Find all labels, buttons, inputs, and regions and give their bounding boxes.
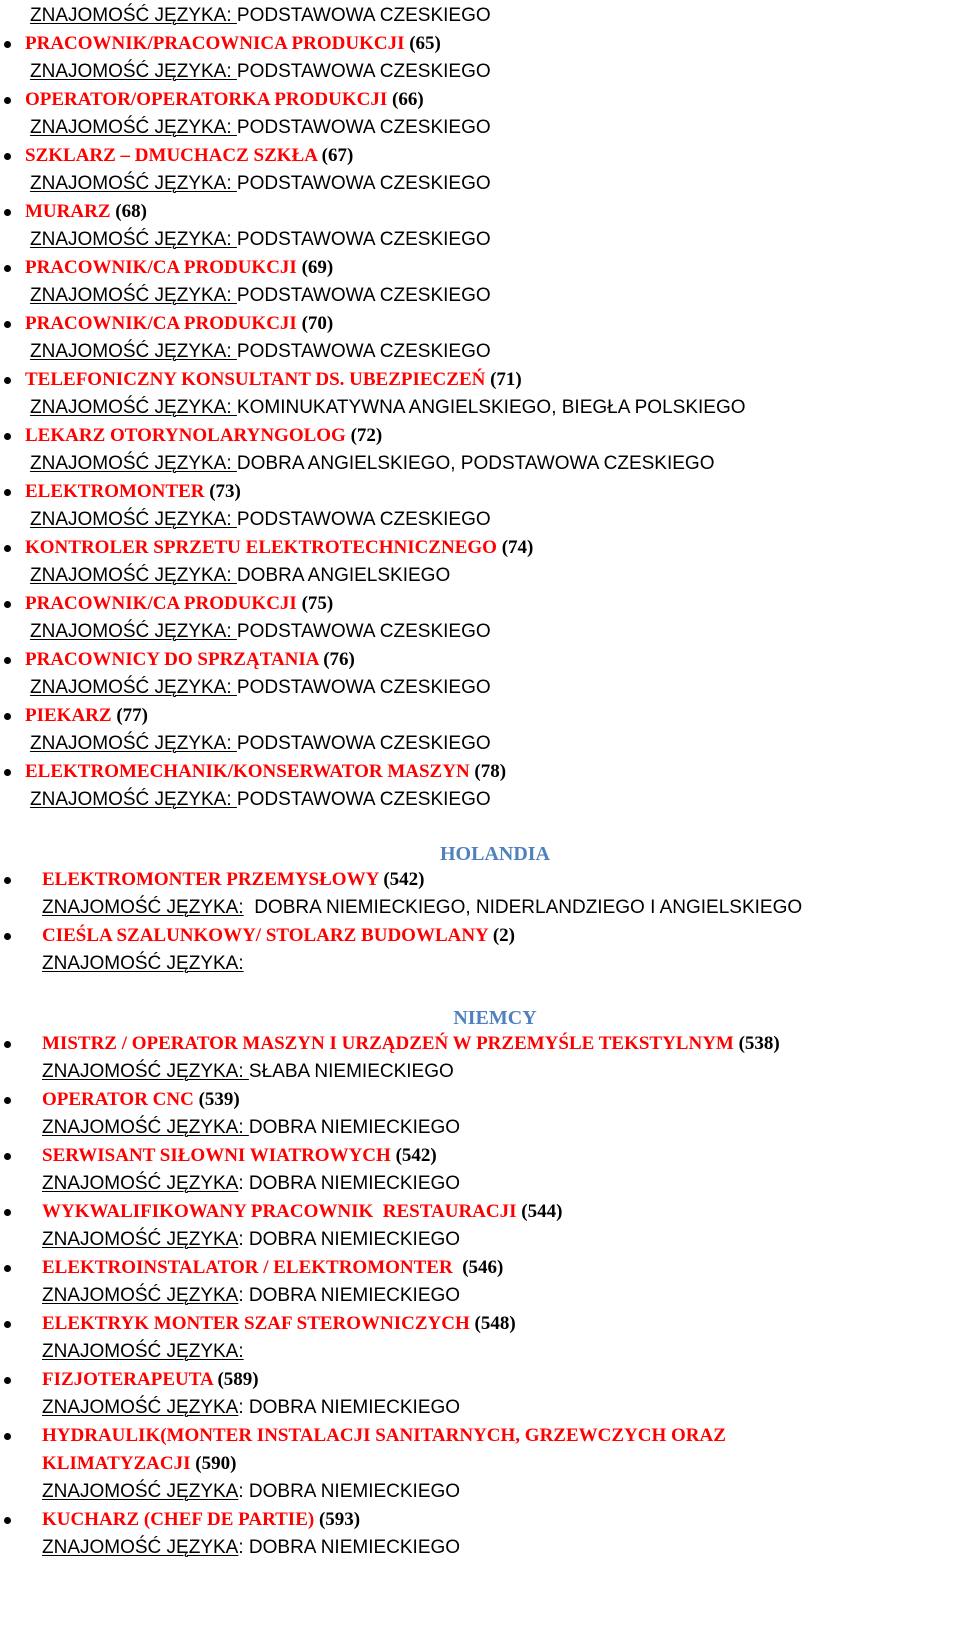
language-requirement <box>42 1396 460 1420</box>
language-requirement <box>30 284 491 308</box>
bullet-icon <box>4 1517 11 1524</box>
bullet-icon <box>4 377 11 384</box>
job-title-row <box>25 256 333 280</box>
language-value: PODSTAWOWA CZESKIEGO <box>236 341 491 362</box>
job-number: (75) <box>296 593 334 614</box>
job-number: (544) <box>516 1201 563 1222</box>
bullet-icon <box>4 713 11 720</box>
language-label: ZNAJOMOŚĆ JĘZYKA: <box>42 953 244 974</box>
language-value: PODSTAWOWA CZESKIEGO <box>236 285 491 306</box>
language-value: DOBRA NIEMIECKIEGO, NIDERLANDZIEGO I ANGIELSKIEGO <box>243 897 803 918</box>
job-title: OPERATOR/OPERATORKA PRODUKCJI <box>25 89 388 110</box>
job-title: SERWISANT SIŁOWNI WIATROWYCH <box>42 1145 391 1166</box>
language-requirement <box>30 676 491 700</box>
job-number: (77) <box>111 705 148 726</box>
language-label: ZNAJOMOŚĆ JĘZYKA: <box>30 789 237 810</box>
bullet-icon <box>4 601 11 608</box>
job-title-row <box>42 1508 360 1532</box>
job-title-row <box>42 1144 437 1168</box>
language-requirement <box>30 116 491 140</box>
job-title: ELEKTROMONTER <box>25 481 205 502</box>
language-label: ZNAJOMOŚĆ JĘZYKA: <box>30 173 237 194</box>
language-label: ZNAJOMOŚĆ JĘZYKA <box>42 1285 239 1306</box>
job-title: ELEKTROINSTALATOR / ELEKTROMONTER <box>42 1257 458 1278</box>
bullet-icon <box>4 1377 11 1384</box>
language-label: ZNAJOMOŚĆ JĘZYKA: <box>30 733 237 754</box>
job-number: (71) <box>485 369 522 390</box>
job-title: MISTRZ / OPERATOR MASZYN I URZĄDZEŃ W PRZEMYŚLE TEKSTYLNYM <box>42 1033 734 1054</box>
language-label: ZNAJOMOŚĆ JĘZYKA: <box>30 61 237 82</box>
bullet-icon <box>4 265 11 272</box>
language-label: ZNAJOMOŚĆ JĘZYKA: <box>42 1061 249 1082</box>
language-label: ZNAJOMOŚĆ JĘZYKA <box>42 1481 239 1502</box>
job-title: PRACOWNICY DO SPRZĄTANIA <box>25 649 319 670</box>
job-number: (542) <box>390 1145 437 1166</box>
bullet-icon <box>4 1041 11 1048</box>
bullet-icon <box>4 97 11 104</box>
language-value: PODSTAWOWA CZESKIEGO <box>236 173 491 194</box>
job-title-row <box>25 704 148 728</box>
language-value: PODSTAWOWA CZESKIEGO <box>236 789 491 810</box>
job-title: PIEKARZ <box>25 705 112 726</box>
language-requirement <box>42 1536 460 1560</box>
job-number: (542) <box>378 869 425 890</box>
country-heading-niemcy: NIEMCY <box>453 1007 537 1029</box>
language-requirement <box>30 620 491 644</box>
job-title-row <box>42 1424 726 1448</box>
job-title-row <box>25 760 506 784</box>
bullet-icon <box>4 769 11 776</box>
bullet-icon <box>4 933 11 940</box>
language-label: ZNAJOMOŚĆ JĘZYKA <box>42 1537 239 1558</box>
bullet-icon <box>4 489 11 496</box>
job-number: (66) <box>387 89 424 110</box>
bullet-icon <box>4 321 11 328</box>
job-title-row <box>42 1256 503 1280</box>
job-number: (70) <box>296 313 334 334</box>
language-label: ZNAJOMOŚĆ JĘZYKA <box>42 1173 239 1194</box>
job-title-row <box>25 424 382 448</box>
job-title: PRACOWNIK/CA PRODUKCJI <box>25 257 297 278</box>
language-value: PODSTAWOWA CZESKIEGO <box>236 117 491 138</box>
language-requirement <box>42 896 802 920</box>
job-title: WYKWALIFIKOWANY PRACOWNIK RESTAURACJI <box>42 1201 517 1222</box>
language-requirement <box>42 1284 460 1308</box>
job-title-row <box>25 200 147 224</box>
language-requirement <box>42 1116 460 1140</box>
language-label: ZNAJOMOŚĆ JĘZYKA: <box>30 285 237 306</box>
bullet-icon <box>4 657 11 664</box>
job-title-row <box>25 32 441 56</box>
job-title-row-continued <box>42 1452 236 1476</box>
job-title-row <box>42 924 515 948</box>
job-number: (548) <box>469 1313 516 1334</box>
language-requirement <box>42 1340 244 1364</box>
language-value: : DOBRA NIEMIECKIEGO <box>238 1481 461 1502</box>
language-label: ZNAJOMOŚĆ JĘZYKA: <box>30 453 237 474</box>
job-number: (546) <box>457 1257 504 1278</box>
job-title-row <box>42 1032 780 1056</box>
job-title: MURARZ <box>25 201 111 222</box>
bullet-icon <box>4 153 11 160</box>
job-title-row <box>42 868 425 892</box>
job-number: (74) <box>496 537 534 558</box>
language-label: ZNAJOMOŚĆ JĘZYKA: <box>30 341 237 362</box>
language-requirement <box>42 1060 454 1084</box>
job-title-continued: KLIMATYZACJI <box>42 1453 191 1474</box>
job-number: (589) <box>212 1369 259 1390</box>
language-requirement <box>30 60 491 84</box>
language-requirement <box>42 952 244 976</box>
job-title-row <box>42 1200 562 1224</box>
job-title: PRACOWNIK/CA PRODUKCJI <box>25 313 297 334</box>
job-title-row <box>25 536 533 560</box>
job-number: (65) <box>404 33 441 54</box>
language-label: ZNAJOMOŚĆ JĘZYKA: <box>30 229 237 250</box>
language-value: : DOBRA NIEMIECKIEGO <box>238 1173 461 1194</box>
job-title: ELEKTRYK MONTER SZAF STEROWNICZYCH <box>42 1313 470 1334</box>
language-value: PODSTAWOWA CZESKIEGO <box>236 61 491 82</box>
language-value: PODSTAWOWA CZESKIEGO <box>236 229 491 250</box>
language-value: DOBRA NIEMIECKIEGO <box>248 1117 461 1138</box>
job-title: SZKLARZ – DMUCHACZ SZKŁA <box>25 145 317 166</box>
job-title: ELEKTROMONTER PRZEMYSŁOWY <box>42 869 379 890</box>
job-title-row <box>25 144 353 168</box>
job-title-row <box>25 312 333 336</box>
language-label: ZNAJOMOŚĆ JĘZYKA: <box>30 5 237 26</box>
language-value: PODSTAWOWA CZESKIEGO <box>236 621 491 642</box>
language-label: ZNAJOMOŚĆ JĘZYKA: <box>30 117 237 138</box>
job-number: (68) <box>110 201 147 222</box>
language-label: ZNAJOMOŚĆ JĘZYKA: <box>30 621 237 642</box>
bullet-icon <box>4 433 11 440</box>
language-label: ZNAJOMOŚĆ JĘZYKA: <box>30 397 237 418</box>
job-title-row <box>42 1312 516 1336</box>
language-requirement <box>30 508 491 532</box>
language-value: DOBRA ANGIELSKIEGO <box>236 565 451 586</box>
language-value: PODSTAWOWA CZESKIEGO <box>236 5 491 26</box>
language-label: ZNAJOMOŚĆ JĘZYKA <box>42 1397 239 1418</box>
job-title-row <box>42 1088 240 1112</box>
language-requirement <box>30 732 491 756</box>
bullet-icon <box>4 1097 11 1104</box>
bullet-icon <box>4 1321 11 1328</box>
language-value: : DOBRA NIEMIECKIEGO <box>238 1285 461 1306</box>
language-requirement <box>30 228 491 252</box>
job-title-row <box>25 592 333 616</box>
job-title-row <box>25 648 355 672</box>
language-value: KOMINUKATYWNA ANGIELSKIEGO, BIEGŁA POLSKIEGO <box>236 397 746 418</box>
country-heading-holandia: HOLANDIA <box>439 843 550 865</box>
language-value: : DOBRA NIEMIECKIEGO <box>238 1537 461 1558</box>
language-label: ZNAJOMOŚĆ JĘZYKA: <box>42 1341 244 1362</box>
job-title: PRACOWNIK/CA PRODUKCJI <box>25 593 297 614</box>
language-label: ZNAJOMOŚĆ JĘZYKA: <box>42 1117 249 1138</box>
bullet-icon <box>4 1433 11 1440</box>
job-title: HYDRAULIK(MONTER INSTALACJI SANITARNYCH, GRZEWCZYCH ORAZ <box>42 1425 726 1446</box>
bullet-icon <box>4 545 11 552</box>
job-title-row <box>42 1368 259 1392</box>
job-title-row <box>25 88 424 112</box>
language-requirement <box>30 564 450 588</box>
job-title-row <box>25 480 241 504</box>
language-requirement <box>42 1228 460 1252</box>
job-number: (72) <box>345 425 383 446</box>
bullet-icon <box>4 1265 11 1272</box>
job-number: (78) <box>469 761 507 782</box>
language-value: SŁABA NIEMIECKIEGO <box>248 1061 454 1082</box>
language-label: ZNAJOMOŚĆ JĘZYKA: <box>30 509 237 530</box>
job-number: (73) <box>204 481 241 502</box>
language-value: : DOBRA NIEMIECKIEGO <box>238 1397 461 1418</box>
bullet-icon <box>4 209 11 216</box>
language-requirement <box>30 340 491 364</box>
language-requirement <box>30 396 746 420</box>
job-number: (67) <box>316 145 354 166</box>
job-number: (2) <box>488 925 515 946</box>
language-label: ZNAJOMOŚĆ JĘZYKA: <box>42 897 244 918</box>
job-title: PRACOWNIK/PRACOWNICA PRODUKCJI <box>25 33 405 54</box>
bullet-icon <box>4 41 11 48</box>
job-number: (538) <box>733 1033 780 1054</box>
language-requirement <box>30 452 714 476</box>
job-title: ELEKTROMECHANIK/KONSERWATOR MASZYN <box>25 761 470 782</box>
language-value: PODSTAWOWA CZESKIEGO <box>236 733 491 754</box>
bullet-icon <box>4 1209 11 1216</box>
language-value: DOBRA ANGIELSKIEGO, PODSTAWOWA CZESKIEGO <box>236 453 715 474</box>
language-label: ZNAJOMOŚĆ JĘZYKA <box>42 1229 239 1250</box>
language-value: : DOBRA NIEMIECKIEGO <box>238 1229 461 1250</box>
job-title: OPERATOR CNC <box>42 1089 194 1110</box>
language-label: ZNAJOMOŚĆ JĘZYKA: <box>30 565 237 586</box>
language-requirement <box>30 4 491 28</box>
bullet-icon <box>4 877 11 884</box>
job-number: (590) <box>190 1453 237 1474</box>
language-requirement <box>30 788 491 812</box>
job-title: KONTROLER SPRZETU ELEKTROTECHNICZNEGO <box>25 537 497 558</box>
job-number: (69) <box>296 257 334 278</box>
bullet-icon <box>4 1153 11 1160</box>
job-title: CIEŚLA SZALUNKOWY/ STOLARZ BUDOWLANY <box>42 925 489 946</box>
job-title-row <box>25 368 522 392</box>
job-title: FIZJOTERAPEUTA <box>42 1369 213 1390</box>
language-requirement <box>30 172 491 196</box>
job-number: (539) <box>193 1089 240 1110</box>
job-number: (593) <box>314 1509 361 1530</box>
job-number: (76) <box>318 649 355 670</box>
language-requirement <box>42 1172 460 1196</box>
job-title: TELEFONICZNY KONSULTANT DS. UBEZPIECZEŃ <box>25 369 486 390</box>
job-title: KUCHARZ (CHEF DE PARTIE) <box>42 1509 315 1530</box>
language-value: PODSTAWOWA CZESKIEGO <box>236 677 491 698</box>
job-title: LEKARZ OTORYNOLARYNGOLOG <box>25 425 346 446</box>
language-value: PODSTAWOWA CZESKIEGO <box>236 509 491 530</box>
language-requirement <box>42 1480 460 1504</box>
language-label: ZNAJOMOŚĆ JĘZYKA: <box>30 677 237 698</box>
